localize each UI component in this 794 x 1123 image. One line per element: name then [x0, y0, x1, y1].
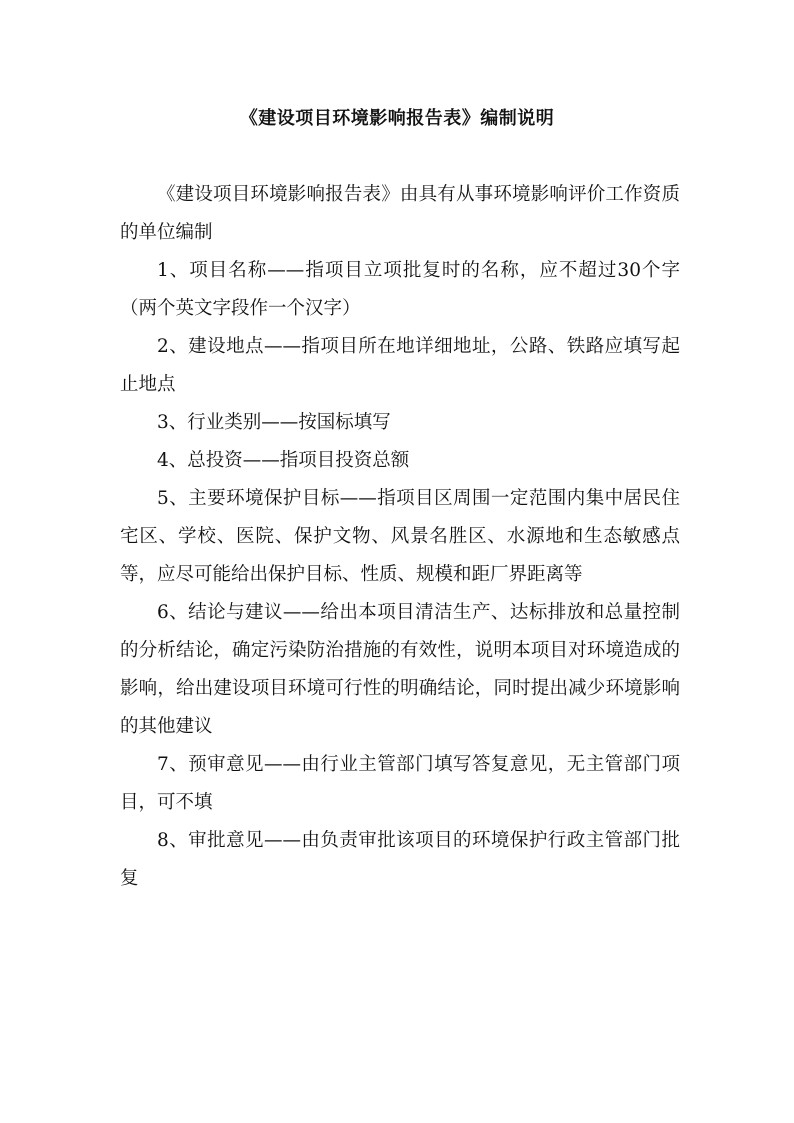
item-preliminary-review: 7、预审意见——由行业主管部门填写答复意见，无主管部门项目，可不填	[120, 754, 680, 813]
document-body	[120, 176, 680, 898]
item-conclusions-suggestions: 6、结论与建议——给出本项目清洁生产、达标排放和总量控制的分析结论，确定污染防治措施的有效性，说明本项目对环境造成的影响，给出建设项目环境可行性的明确结论，同时提出减少环境影响的其他建议	[120, 602, 680, 737]
item-construction-site: 2、建设地点——指项目所在地详细地址，公路、铁路应填写起止地点	[120, 336, 680, 395]
item-project-name: 1、项目名称——指项目立项批复时的名称，应不超过30个字（两个英文字段作一个汉字）	[120, 260, 680, 319]
item-industry-category: 3、行业类别——按国标填写	[157, 412, 391, 433]
item-protection-targets: 5、主要环境保护目标——指项目区周围一定范围内集中居民住宅区、学校、医院、保护文物、风景名胜区、水源地和生态敏感点等，应尽可能给出保护目标、性质、规模和距厂界距离等	[120, 488, 680, 585]
document-title: 《建设项目环境影响报告表》编制说明	[239, 108, 555, 129]
intro-paragraph: 《建设项目环境影响报告表》由具有从事环境影响评价工作资质的单位编制	[120, 184, 680, 243]
item-total-investment: 4、总投资——指项目投资总额	[157, 450, 410, 471]
item-approval-opinion: 8、审批意见——由负责审批该项目的环境保护行政主管部门批复	[120, 830, 680, 889]
